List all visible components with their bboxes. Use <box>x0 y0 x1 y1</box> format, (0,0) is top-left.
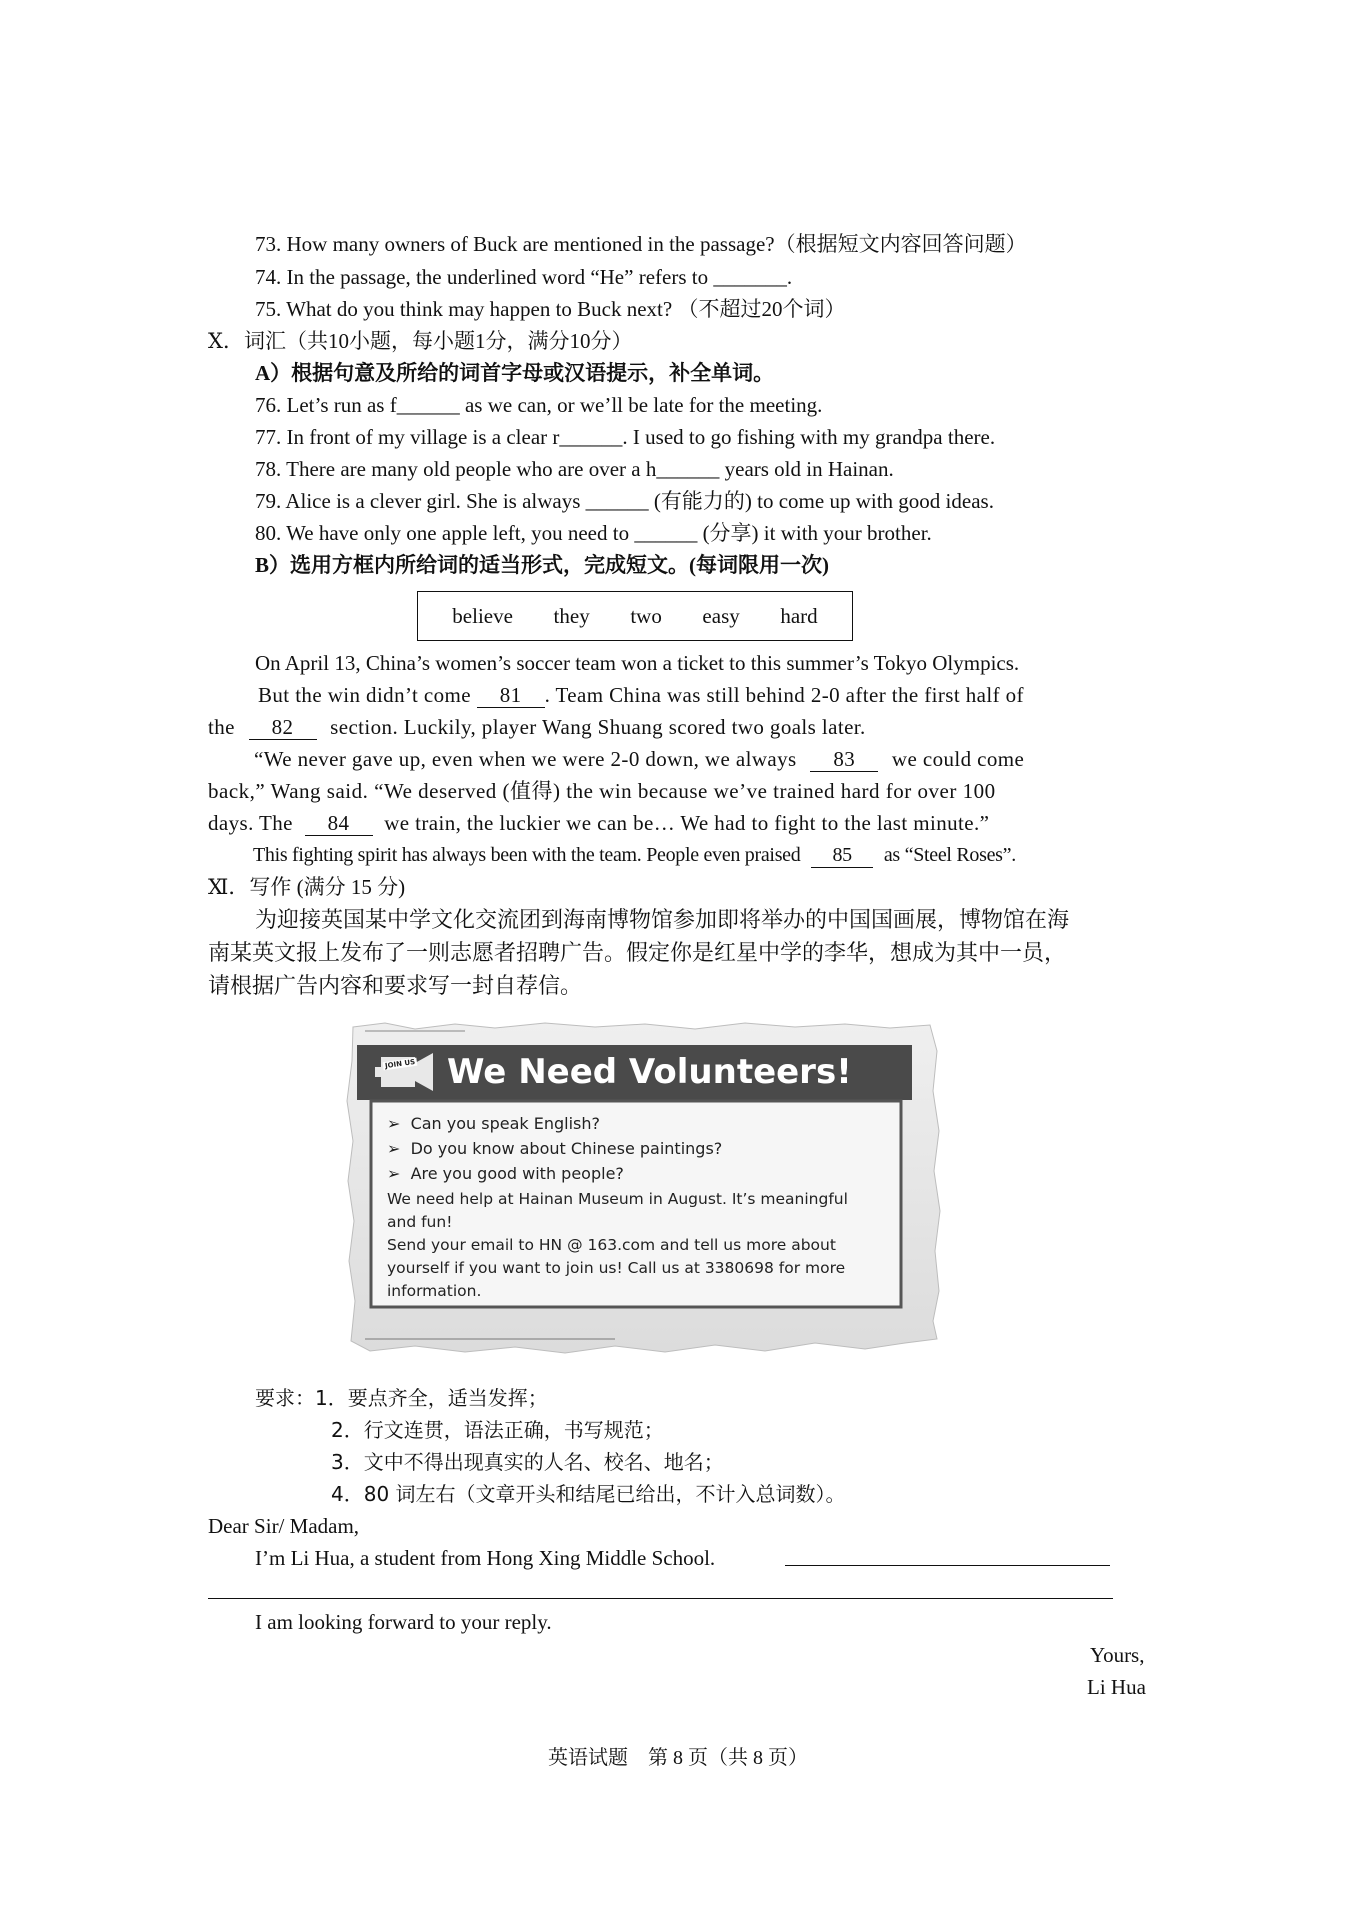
section-x-title: Ⅹ．词汇（共10小题，每小题1分，满分10分） <box>208 329 633 353</box>
poster-bullets <box>387 1111 722 1186</box>
word-box-item: they <box>553 603 590 628</box>
part-a-instruction: A）根据句意及所给的词首字母或汉语提示，补全单词。 <box>255 361 775 385</box>
passage-text: section. Luckily, player Wang Shuang scored two goals later. <box>330 715 866 739</box>
passage-text: the <box>208 715 235 739</box>
writing-line[interactable] <box>208 1598 1113 1599</box>
poster-bullet: ➢ Are you good with people? <box>387 1164 624 1183</box>
poster-bullet: ➢ Can you speak English? <box>387 1114 601 1133</box>
part-b-instruction: B）选用方框内所给词的适当形式，完成短文。(每词限用一次) <box>255 553 829 577</box>
blank-81: 81 <box>477 683 545 708</box>
passage-text: days. The <box>208 811 293 835</box>
join-us-badge: JOIN US <box>384 1057 416 1071</box>
question-78: 78. There are many old people who are over a h______ years old in Hainan. <box>255 457 894 481</box>
requirement-3: 3．文中不得出现真实的人名、校名、地名； <box>331 1450 724 1474</box>
passage-text: we train, the luckier we can be… We had to fight to the last minute.” <box>384 811 990 835</box>
passage-text: “We never gave up, even when we were 2-0 down, we always <box>254 747 797 771</box>
page-footer: 英语试题 第 8 页（共 8 页） <box>548 1747 808 1769</box>
passage-line-2 <box>258 680 1024 710</box>
word-box-item: two <box>630 603 662 628</box>
passage-line-6 <box>208 808 989 838</box>
passage-line-7 <box>253 840 1016 870</box>
passage-text: we could come <box>891 747 1025 771</box>
passage-line-5: back,” Wang said. “We deserved (值得) the win because we’ve trained hard for over 100 <box>208 779 996 803</box>
word-box-item: hard <box>780 603 818 628</box>
poster-headline: We Need Volunteers! <box>447 1052 852 1092</box>
question-79: 79. Alice is a clever girl. She is always ______ (有能力的) to come up with good ideas. <box>255 489 994 513</box>
question-76: 76. Let’s run as f______ as we can, or we’ll be late for the meeting. <box>255 393 823 417</box>
question-73: 73. How many owners of Buck are mentioned in the passage?（根据短文内容回答问题） <box>255 232 1027 256</box>
letter-greeting: Dear Sir/ Madam, <box>208 1514 360 1538</box>
passage-text: But the win didn’t come <box>258 683 471 707</box>
poster-bullet-text: Can you speak English? <box>410 1114 601 1133</box>
passage-line-4 <box>254 744 1024 774</box>
writing-line[interactable] <box>785 1565 1110 1566</box>
passage-text: . Team China was still behind 2-0 after the first half of <box>544 683 1024 707</box>
question-75: 75. What do you think may happen to Buck next? （不超过20个词） <box>255 297 846 321</box>
poster-body-line: Send your email to HN @ 163.com and tell us more about <box>387 1236 836 1254</box>
poster-body-line: information. <box>387 1282 482 1300</box>
word-box-item: easy <box>702 603 740 628</box>
poster-bullet-text: Do you know about Chinese paintings? <box>410 1139 723 1158</box>
letter-opening: I’m Li Hua, a student from Hong Xing Middle School. <box>255 1546 716 1570</box>
blank-85: 85 <box>811 843 873 868</box>
blank-83: 83 <box>810 747 878 772</box>
question-77: 77. In front of my village is a clear r______. I used to go fishing with my grandpa there. <box>255 425 996 449</box>
requirement-2: 2．行文连贯，语法正确，书写规范； <box>331 1418 664 1442</box>
passage-text: This fighting spirit has always been with the team. People even praised <box>253 844 801 866</box>
poster-body-line: yourself if you want to join us! Call us at 3380698 for more <box>387 1259 846 1277</box>
poster-bullet-text: Are you good with people? <box>410 1164 624 1183</box>
letter-signoff: Yours, <box>1090 1643 1145 1667</box>
writing-intro-1: 为迎接英国某中学文化交流团到海南博物馆参加即将举办的中国国画展，博物馆在海 <box>255 907 1070 932</box>
passage-line-1: On April 13, China’s women’s soccer team won a ticket to this summer’s Tokyo Olympics. <box>255 651 1020 675</box>
poster-body <box>387 1188 848 1303</box>
blank-84: 84 <box>305 811 373 836</box>
writing-intro-2: 南某英文报上发布了一则志愿者招聘广告。假定你是红星中学的李华，想成为其中一员， <box>208 940 1067 965</box>
writing-intro-3: 请根据广告内容和要求写一封自荐信。 <box>208 973 583 998</box>
poster-body-line: We need help at Hainan Museum in August. It’s meaningful <box>387 1190 848 1208</box>
blank-82: 82 <box>249 715 317 740</box>
word-box <box>417 591 853 641</box>
question-74: 74. In the passage, the underlined word “He” refers to _______. <box>255 265 793 289</box>
volunteer-poster <box>345 1021 942 1356</box>
letter-signature: Li Hua <box>1087 1675 1146 1699</box>
requirement-1: 要求：1．要点齐全，适当发挥； <box>255 1386 548 1410</box>
question-80: 80. We have only one apple left, you need to ______ (分享) it with your brother. <box>255 521 932 545</box>
passage-line-3 <box>208 712 866 742</box>
passage-text: as “Steel Roses”. <box>883 844 1016 866</box>
poster-body-line: and fun! <box>387 1213 453 1231</box>
poster-bullet: ➢ Do you know about Chinese paintings? <box>387 1139 723 1158</box>
letter-closing: I am looking forward to your reply. <box>255 1610 552 1634</box>
requirement-4: 4．80 词左右（文章开头和结尾已给出，不计入总词数）。 <box>331 1482 846 1506</box>
word-box-item: believe <box>452 603 513 628</box>
section-xi-title: Ⅺ．写作 (满分 15 分) <box>208 875 406 899</box>
